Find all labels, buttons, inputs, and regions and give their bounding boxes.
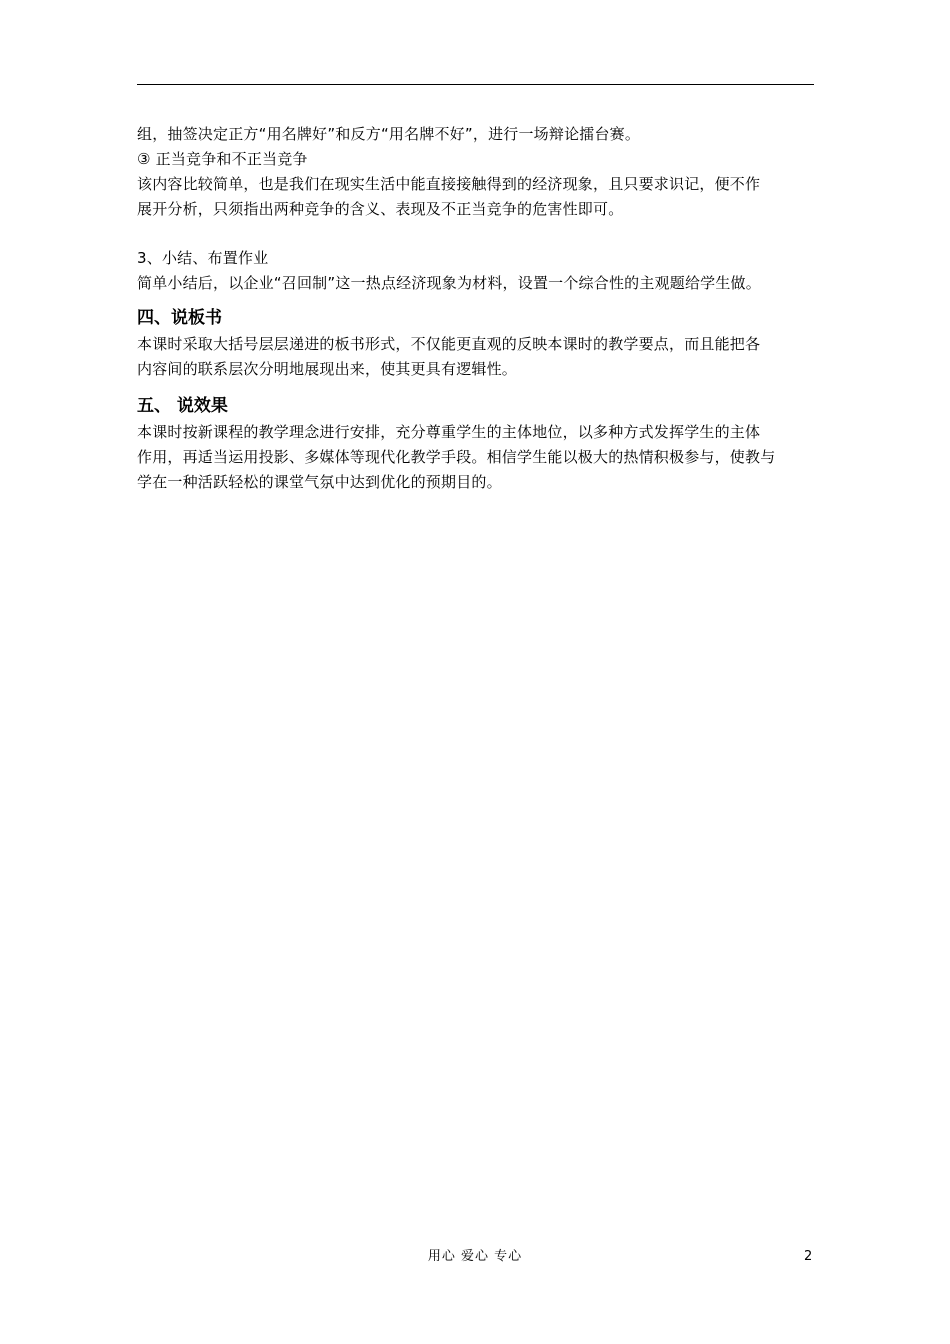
text-line: 展开分析，只须指出两种竞争的含义、表现及不正当竞争的危害性即可。 <box>137 200 624 218</box>
page-number: 2 <box>804 1249 813 1264</box>
section-heading: 五、 说效果 <box>137 396 228 416</box>
paragraph-debate <box>137 122 827 222</box>
section-board <box>137 305 827 382</box>
text-line: 作用，再适当运用投影、多媒体等现代化教学手段。相信学生能以极大的热情积极参与，使教与 <box>137 448 776 466</box>
text-line: 该内容比较简单，也是我们在现实生活中能直接接触得到的经济现象，且只要求识记，便不作 <box>137 175 761 193</box>
section-gap <box>137 296 827 305</box>
text-line: 本课时采取大括号层层递进的板书形式，不仅能更直观的反映本课时的教学要点，而且能把各 <box>137 335 761 353</box>
text-line: 学在一种活跃轻松的课堂气氛中达到优化的预期目的。 <box>137 473 502 491</box>
text-line: 简单小结后，以企业“召回制”这一热点经济现象为材料，设置一个综合性的主观题给学生做。 <box>137 274 761 292</box>
text-line: 组，抽签决定正方“用名牌好”和反方“用名牌不好”，进行一场辩论擂台赛。 <box>137 125 641 143</box>
document-body <box>137 122 827 495</box>
paragraph-gap <box>137 222 827 246</box>
text-line: 内容间的联系层次分明地展现出来，使其更具有逻辑性。 <box>137 360 518 378</box>
section-effect <box>137 393 827 495</box>
paragraph-summary <box>137 246 827 296</box>
text-line: ③ 正当竞争和不正当竞争 <box>137 150 308 168</box>
section-gap <box>137 382 827 393</box>
text-line: 3、小结、布置作业 <box>137 249 269 267</box>
header-rule <box>137 84 814 85</box>
section-heading: 四、说板书 <box>137 308 222 328</box>
footer-motto: 用心 爱心 专心 <box>427 1249 523 1264</box>
text-line: 本课时按新课程的教学理念进行安排，充分尊重学生的主体地位，以多种方式发挥学生的主体 <box>137 423 761 441</box>
